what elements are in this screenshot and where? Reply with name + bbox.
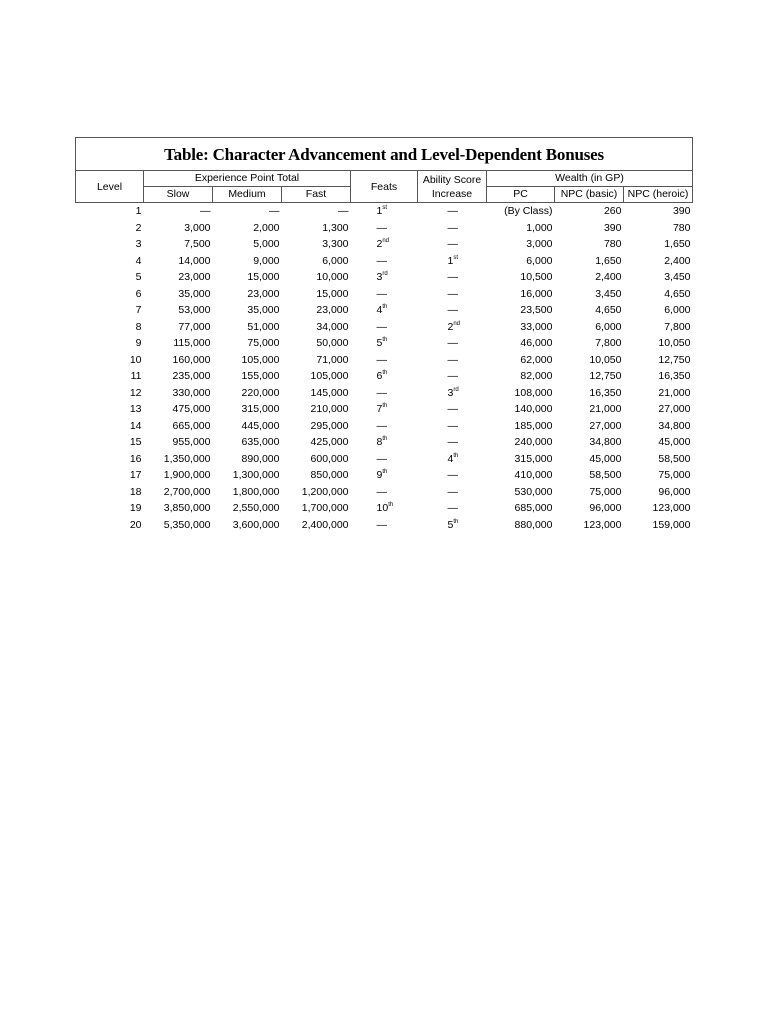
cell-xp-medium: 1,800,000 bbox=[232, 485, 280, 498]
cell-level: 16 bbox=[129, 452, 142, 465]
cell-wealth-pc: 108,000 bbox=[514, 386, 553, 399]
cell-ability-value: — bbox=[447, 469, 458, 481]
character-advancement-sheet bbox=[75, 137, 692, 533]
cell-ability-ordinal: st bbox=[453, 254, 459, 261]
cell-wealth-pc: 1,000 bbox=[526, 221, 553, 234]
cell-feat-value: — bbox=[376, 254, 387, 267]
cell-xp-slow: 955,000 bbox=[172, 436, 211, 448]
cell-level: 4 bbox=[135, 254, 142, 267]
cell-wealth-npc-heroic: 159,000 bbox=[652, 518, 691, 531]
cell-wealth-pc: 315,000 bbox=[514, 452, 553, 465]
table-row bbox=[76, 500, 693, 517]
cell-feat-ordinal: th bbox=[382, 370, 388, 376]
cell-wealth-pc: 185,000 bbox=[514, 419, 553, 432]
cell-wealth-pc: 23,500 bbox=[520, 304, 553, 316]
cell-xp-slow: 1,350,000 bbox=[163, 452, 211, 465]
cell-feat-ordinal: th bbox=[382, 304, 388, 310]
cell-wealth-npc-heroic: 2,400 bbox=[664, 254, 691, 267]
cell-wealth-pc: 62,000 bbox=[520, 353, 553, 366]
cell-xp-fast: 1,300 bbox=[322, 221, 349, 234]
cell-xp-medium: 155,000 bbox=[241, 370, 280, 382]
cell-feat-ordinal: th bbox=[382, 436, 388, 442]
cell-ability-value: — bbox=[447, 353, 458, 366]
cell-ability-value: — bbox=[447, 271, 458, 283]
cell-wealth-npc-basic: 780 bbox=[603, 238, 622, 250]
cell-level: 7 bbox=[135, 304, 142, 316]
cell-ability-value: — bbox=[447, 304, 458, 316]
cell-level: 19 bbox=[129, 502, 142, 514]
cell-xp-slow: 2,700,000 bbox=[163, 485, 211, 498]
cell-level: 5 bbox=[135, 271, 142, 283]
header-ability-line1: Ability Score bbox=[422, 173, 482, 186]
cell-feat-value: 7 bbox=[376, 403, 383, 415]
cell-xp-medium: — bbox=[269, 205, 280, 217]
cell-wealth-npc-heroic: 3,450 bbox=[664, 271, 691, 283]
cell-xp-medium: 5,000 bbox=[253, 238, 280, 250]
cell-xp-fast: 34,000 bbox=[316, 320, 349, 333]
cell-feat bbox=[351, 203, 418, 220]
header-pc: PC bbox=[487, 187, 555, 203]
cell-level: 18 bbox=[129, 485, 142, 498]
table-row bbox=[76, 203, 693, 220]
cell-level: 14 bbox=[129, 419, 142, 432]
table-row bbox=[76, 236, 693, 253]
cell-ability bbox=[418, 451, 487, 468]
cell-feat bbox=[351, 418, 418, 435]
cell-xp-slow: 53,000 bbox=[178, 304, 211, 316]
cell-feat-ordinal: th bbox=[388, 502, 394, 508]
cell-feat bbox=[351, 269, 418, 286]
header-feats: Feats bbox=[351, 171, 418, 203]
cell-xp-medium: 890,000 bbox=[241, 452, 280, 465]
cell-xp-medium: 51,000 bbox=[247, 320, 280, 333]
header-npc-heroic: NPC (heroic) bbox=[624, 187, 693, 203]
cell-feat-value: — bbox=[376, 287, 387, 300]
cell-feat bbox=[351, 319, 418, 336]
cell-wealth-pc: 33,000 bbox=[520, 320, 553, 333]
cell-xp-medium: 635,000 bbox=[241, 436, 280, 448]
cell-feat bbox=[351, 385, 418, 402]
cell-ability bbox=[418, 203, 487, 220]
advancement-table bbox=[75, 137, 693, 533]
cell-wealth-npc-heroic: 780 bbox=[672, 221, 691, 234]
cell-wealth-npc-heroic: 58,500 bbox=[658, 452, 691, 465]
header-level: Level bbox=[76, 171, 144, 203]
cell-wealth-npc-basic: 390 bbox=[603, 221, 622, 234]
table-row bbox=[76, 467, 693, 484]
cell-wealth-npc-basic: 2,400 bbox=[595, 271, 622, 283]
cell-wealth-npc-heroic: 45,000 bbox=[658, 436, 691, 448]
cell-xp-slow: 35,000 bbox=[178, 287, 211, 300]
cell-xp-fast: 105,000 bbox=[310, 370, 349, 382]
cell-feat-value: 9 bbox=[376, 469, 383, 481]
cell-feat-ordinal: st bbox=[382, 205, 388, 211]
table-body bbox=[76, 203, 693, 534]
table-row bbox=[76, 302, 693, 319]
cell-xp-slow: 475,000 bbox=[172, 403, 211, 415]
cell-wealth-npc-basic: 10,050 bbox=[589, 353, 622, 366]
cell-xp-slow: 14,000 bbox=[178, 254, 211, 267]
cell-wealth-pc: (By Class) bbox=[504, 205, 553, 217]
cell-level: 8 bbox=[135, 320, 142, 333]
cell-xp-fast: — bbox=[338, 205, 349, 217]
cell-ability-value: 3 bbox=[447, 386, 454, 399]
cell-feat-ordinal: th bbox=[382, 469, 388, 475]
header-ability-line2: Increase bbox=[431, 187, 473, 200]
cell-feat-value: 3 bbox=[376, 271, 383, 283]
cell-wealth-npc-heroic: 7,800 bbox=[664, 320, 691, 333]
cell-xp-slow: 665,000 bbox=[172, 419, 211, 432]
cell-xp-slow: 5,350,000 bbox=[163, 518, 211, 531]
cell-feat bbox=[351, 434, 418, 451]
cell-wealth-pc: 6,000 bbox=[526, 254, 553, 267]
cell-xp-fast: 210,000 bbox=[310, 403, 349, 415]
cell-wealth-pc: 16,000 bbox=[520, 287, 553, 300]
cell-level: 11 bbox=[130, 370, 142, 382]
cell-level: 3 bbox=[135, 238, 142, 250]
cell-ability bbox=[418, 253, 487, 270]
cell-wealth-pc: 3,000 bbox=[526, 238, 553, 250]
cell-xp-medium: 2,000 bbox=[253, 221, 280, 234]
cell-wealth-npc-basic: 58,500 bbox=[589, 469, 622, 481]
cell-wealth-npc-heroic: 10,050 bbox=[658, 337, 691, 349]
cell-level: 10 bbox=[129, 353, 142, 366]
table-row bbox=[76, 385, 693, 402]
cell-feat-value: 2 bbox=[376, 238, 383, 250]
cell-feat bbox=[351, 302, 418, 319]
cell-wealth-npc-heroic: 21,000 bbox=[658, 386, 691, 399]
cell-feat bbox=[351, 286, 418, 303]
table-title: Table: Character Advancement and Level-Dependent Bonuses bbox=[76, 138, 693, 171]
cell-level: 13 bbox=[129, 403, 142, 415]
cell-wealth-npc-heroic: 6,000 bbox=[664, 304, 691, 316]
cell-ability-value: — bbox=[447, 238, 458, 250]
cell-wealth-npc-basic: 6,000 bbox=[595, 320, 622, 333]
cell-feat bbox=[351, 401, 418, 418]
cell-wealth-pc: 82,000 bbox=[520, 370, 553, 382]
cell-xp-slow: 3,850,000 bbox=[163, 502, 211, 514]
cell-wealth-pc: 10,500 bbox=[520, 271, 553, 283]
cell-wealth-npc-heroic: 27,000 bbox=[658, 403, 691, 415]
cell-xp-fast: 15,000 bbox=[316, 287, 349, 300]
cell-wealth-npc-heroic: 75,000 bbox=[658, 469, 691, 481]
cell-ability bbox=[418, 302, 487, 319]
cell-wealth-pc: 46,000 bbox=[520, 337, 553, 349]
table-row bbox=[76, 319, 693, 336]
cell-feat-value: — bbox=[376, 320, 387, 333]
cell-xp-fast: 1,200,000 bbox=[301, 485, 349, 498]
cell-xp-medium: 75,000 bbox=[247, 337, 280, 349]
cell-wealth-npc-basic: 123,000 bbox=[583, 518, 622, 531]
cell-level: 17 bbox=[129, 469, 142, 481]
cell-ability-ordinal: rd bbox=[453, 386, 459, 393]
cell-wealth-npc-basic: 21,000 bbox=[589, 403, 622, 415]
cell-ability-ordinal: th bbox=[453, 518, 459, 525]
table-row bbox=[76, 517, 693, 534]
cell-wealth-npc-basic: 75,000 bbox=[589, 485, 622, 498]
cell-wealth-npc-basic: 45,000 bbox=[589, 452, 622, 465]
cell-feat bbox=[351, 335, 418, 352]
cell-xp-medium: 105,000 bbox=[241, 353, 280, 366]
cell-wealth-pc: 140,000 bbox=[514, 403, 553, 415]
cell-feat-value: — bbox=[376, 419, 387, 432]
cell-xp-medium: 23,000 bbox=[247, 287, 280, 300]
cell-xp-fast: 1,700,000 bbox=[301, 502, 349, 514]
cell-feat bbox=[351, 451, 418, 468]
cell-wealth-npc-basic: 3,450 bbox=[595, 287, 622, 300]
cell-wealth-npc-heroic: 390 bbox=[672, 205, 691, 217]
header-slow: Slow bbox=[144, 187, 213, 203]
table-row bbox=[76, 253, 693, 270]
cell-xp-medium: 445,000 bbox=[241, 419, 280, 432]
cell-xp-fast: 145,000 bbox=[310, 386, 349, 399]
cell-xp-medium: 315,000 bbox=[241, 403, 280, 415]
cell-ability-value: — bbox=[447, 337, 458, 349]
cell-wealth-npc-basic: 16,350 bbox=[589, 386, 622, 399]
cell-xp-fast: 6,000 bbox=[322, 254, 349, 267]
cell-feat bbox=[351, 220, 418, 237]
cell-xp-slow: 3,000 bbox=[184, 221, 211, 234]
cell-wealth-npc-basic: 27,000 bbox=[589, 419, 622, 432]
cell-xp-fast: 425,000 bbox=[310, 436, 349, 448]
cell-wealth-npc-heroic: 123,000 bbox=[652, 502, 691, 514]
cell-ability bbox=[418, 236, 487, 253]
cell-xp-medium: 35,000 bbox=[247, 304, 280, 316]
cell-feat bbox=[351, 352, 418, 369]
cell-feat-value: 1 bbox=[376, 205, 383, 217]
cell-level: 15 bbox=[129, 436, 142, 448]
cell-xp-fast: 50,000 bbox=[316, 337, 349, 349]
cell-ability bbox=[418, 484, 487, 501]
cell-xp-fast: 295,000 bbox=[310, 419, 349, 432]
cell-wealth-npc-heroic: 96,000 bbox=[658, 485, 691, 498]
cell-feat bbox=[351, 517, 418, 534]
cell-ability-value: — bbox=[447, 221, 458, 234]
cell-xp-fast: 71,000 bbox=[316, 353, 349, 366]
cell-xp-fast: 2,400,000 bbox=[301, 518, 349, 531]
cell-ability bbox=[418, 467, 487, 484]
cell-ability bbox=[418, 368, 487, 385]
cell-wealth-npc-heroic: 4,650 bbox=[664, 287, 691, 300]
cell-ability bbox=[418, 517, 487, 534]
header-wealth: Wealth (in GP) bbox=[487, 171, 693, 187]
header-experience-point-total: Experience Point Total bbox=[144, 171, 351, 187]
cell-ability bbox=[418, 434, 487, 451]
header-npc-basic: NPC (basic) bbox=[555, 187, 624, 203]
cell-ability-value: — bbox=[447, 485, 458, 498]
cell-xp-slow: 23,000 bbox=[178, 271, 211, 283]
cell-wealth-npc-heroic: 1,650 bbox=[664, 238, 691, 250]
cell-feat-value: — bbox=[376, 353, 387, 366]
cell-wealth-npc-basic: 1,650 bbox=[595, 254, 622, 267]
cell-feat-value: 5 bbox=[376, 337, 383, 349]
table-row bbox=[76, 434, 693, 451]
cell-ability bbox=[418, 385, 487, 402]
cell-ability-value: — bbox=[447, 287, 458, 300]
cell-ability bbox=[418, 269, 487, 286]
cell-feat bbox=[351, 467, 418, 484]
cell-xp-fast: 23,000 bbox=[316, 304, 349, 316]
cell-feat-value: 4 bbox=[376, 304, 383, 316]
cell-xp-medium: 2,550,000 bbox=[232, 502, 280, 514]
cell-level: 6 bbox=[135, 287, 142, 300]
cell-feat-value: — bbox=[376, 386, 387, 399]
cell-xp-slow: 160,000 bbox=[172, 353, 211, 366]
cell-wealth-pc: 240,000 bbox=[514, 436, 553, 448]
cell-wealth-pc: 530,000 bbox=[514, 485, 553, 498]
table-row bbox=[76, 484, 693, 501]
cell-xp-slow: 77,000 bbox=[178, 320, 211, 333]
cell-wealth-npc-heroic: 12,750 bbox=[658, 353, 691, 366]
cell-ability bbox=[418, 401, 487, 418]
header-medium: Medium bbox=[213, 187, 282, 203]
cell-xp-slow: 235,000 bbox=[172, 370, 211, 382]
table-row bbox=[76, 286, 693, 303]
cell-wealth-npc-heroic: 34,800 bbox=[658, 419, 691, 432]
cell-feat-ordinal: nd bbox=[382, 238, 390, 244]
cell-wealth-npc-heroic: 16,350 bbox=[658, 370, 691, 382]
cell-feat-value: 8 bbox=[376, 436, 383, 448]
cell-feat bbox=[351, 253, 418, 270]
cell-ability bbox=[418, 220, 487, 237]
cell-xp-slow: 7,500 bbox=[184, 238, 211, 250]
cell-feat-ordinal: rd bbox=[382, 271, 388, 277]
cell-ability bbox=[418, 286, 487, 303]
cell-feat-value: 6 bbox=[376, 370, 383, 382]
cell-ability-value: — bbox=[447, 370, 458, 382]
header-ability-score-increase bbox=[418, 171, 487, 203]
cell-wealth-npc-basic: 12,750 bbox=[589, 370, 622, 382]
table-row bbox=[76, 352, 693, 369]
cell-ability bbox=[418, 418, 487, 435]
cell-xp-medium: 3,600,000 bbox=[232, 518, 280, 531]
cell-xp-slow: 115,000 bbox=[173, 337, 211, 349]
cell-ability-ordinal: nd bbox=[453, 320, 461, 327]
table-row bbox=[76, 401, 693, 418]
cell-feat-value: — bbox=[376, 221, 387, 234]
cell-wealth-npc-basic: 7,800 bbox=[595, 337, 622, 349]
cell-wealth-pc: 685,000 bbox=[514, 502, 553, 514]
table-row bbox=[76, 368, 693, 385]
cell-ability bbox=[418, 319, 487, 336]
cell-xp-slow: 1,900,000 bbox=[163, 469, 211, 481]
cell-feat-value: 10 bbox=[376, 502, 389, 514]
cell-xp-fast: 600,000 bbox=[310, 452, 349, 465]
cell-ability-value: 2 bbox=[447, 320, 454, 333]
cell-xp-slow: — bbox=[200, 205, 211, 217]
cell-wealth-pc: 410,000 bbox=[514, 469, 553, 481]
cell-level: 9 bbox=[135, 337, 142, 349]
cell-xp-fast: 3,300 bbox=[322, 238, 349, 250]
cell-feat-ordinal: th bbox=[382, 337, 388, 343]
cell-level: 20 bbox=[129, 518, 142, 531]
cell-feat-value: — bbox=[376, 452, 387, 465]
cell-xp-fast: 850,000 bbox=[310, 469, 349, 481]
table-row bbox=[76, 451, 693, 468]
cell-wealth-npc-basic: 4,650 bbox=[595, 304, 622, 316]
cell-wealth-pc: 880,000 bbox=[514, 518, 553, 531]
cell-ability-value: 4 bbox=[447, 452, 454, 465]
table-row bbox=[76, 335, 693, 352]
cell-feat bbox=[351, 236, 418, 253]
cell-xp-medium: 220,000 bbox=[241, 386, 280, 399]
cell-ability-value: — bbox=[447, 502, 458, 514]
cell-xp-fast: 10,000 bbox=[316, 271, 349, 283]
cell-ability-value: 5 bbox=[447, 518, 454, 531]
cell-ability-value: — bbox=[447, 403, 458, 415]
cell-level: 12 bbox=[129, 386, 142, 399]
cell-ability-ordinal: th bbox=[453, 452, 459, 459]
cell-feat bbox=[351, 500, 418, 517]
table-row bbox=[76, 418, 693, 435]
cell-feat-value: — bbox=[376, 518, 387, 531]
cell-xp-medium: 1,300,000 bbox=[232, 469, 280, 481]
cell-feat bbox=[351, 368, 418, 385]
cell-wealth-npc-basic: 34,800 bbox=[589, 436, 622, 448]
header-fast: Fast bbox=[282, 187, 351, 203]
cell-xp-medium: 9,000 bbox=[253, 254, 280, 267]
cell-wealth-npc-basic: 260 bbox=[603, 205, 622, 217]
cell-ability bbox=[418, 335, 487, 352]
cell-feat-value: — bbox=[376, 485, 387, 498]
cell-xp-slow: 330,000 bbox=[172, 386, 211, 399]
cell-level: 2 bbox=[135, 221, 142, 234]
cell-wealth-npc-basic: 96,000 bbox=[589, 502, 622, 514]
cell-ability-value: 1 bbox=[447, 254, 454, 267]
cell-ability bbox=[418, 352, 487, 369]
cell-level: 1 bbox=[135, 205, 142, 217]
table-row bbox=[76, 269, 693, 286]
cell-ability-value: — bbox=[447, 419, 458, 432]
cell-feat-ordinal: th bbox=[382, 403, 388, 409]
cell-feat bbox=[351, 484, 418, 501]
cell-ability-value: — bbox=[447, 436, 458, 448]
cell-ability-value: — bbox=[447, 205, 458, 217]
cell-ability bbox=[418, 500, 487, 517]
table-row bbox=[76, 220, 693, 237]
cell-xp-medium: 15,000 bbox=[247, 271, 280, 283]
